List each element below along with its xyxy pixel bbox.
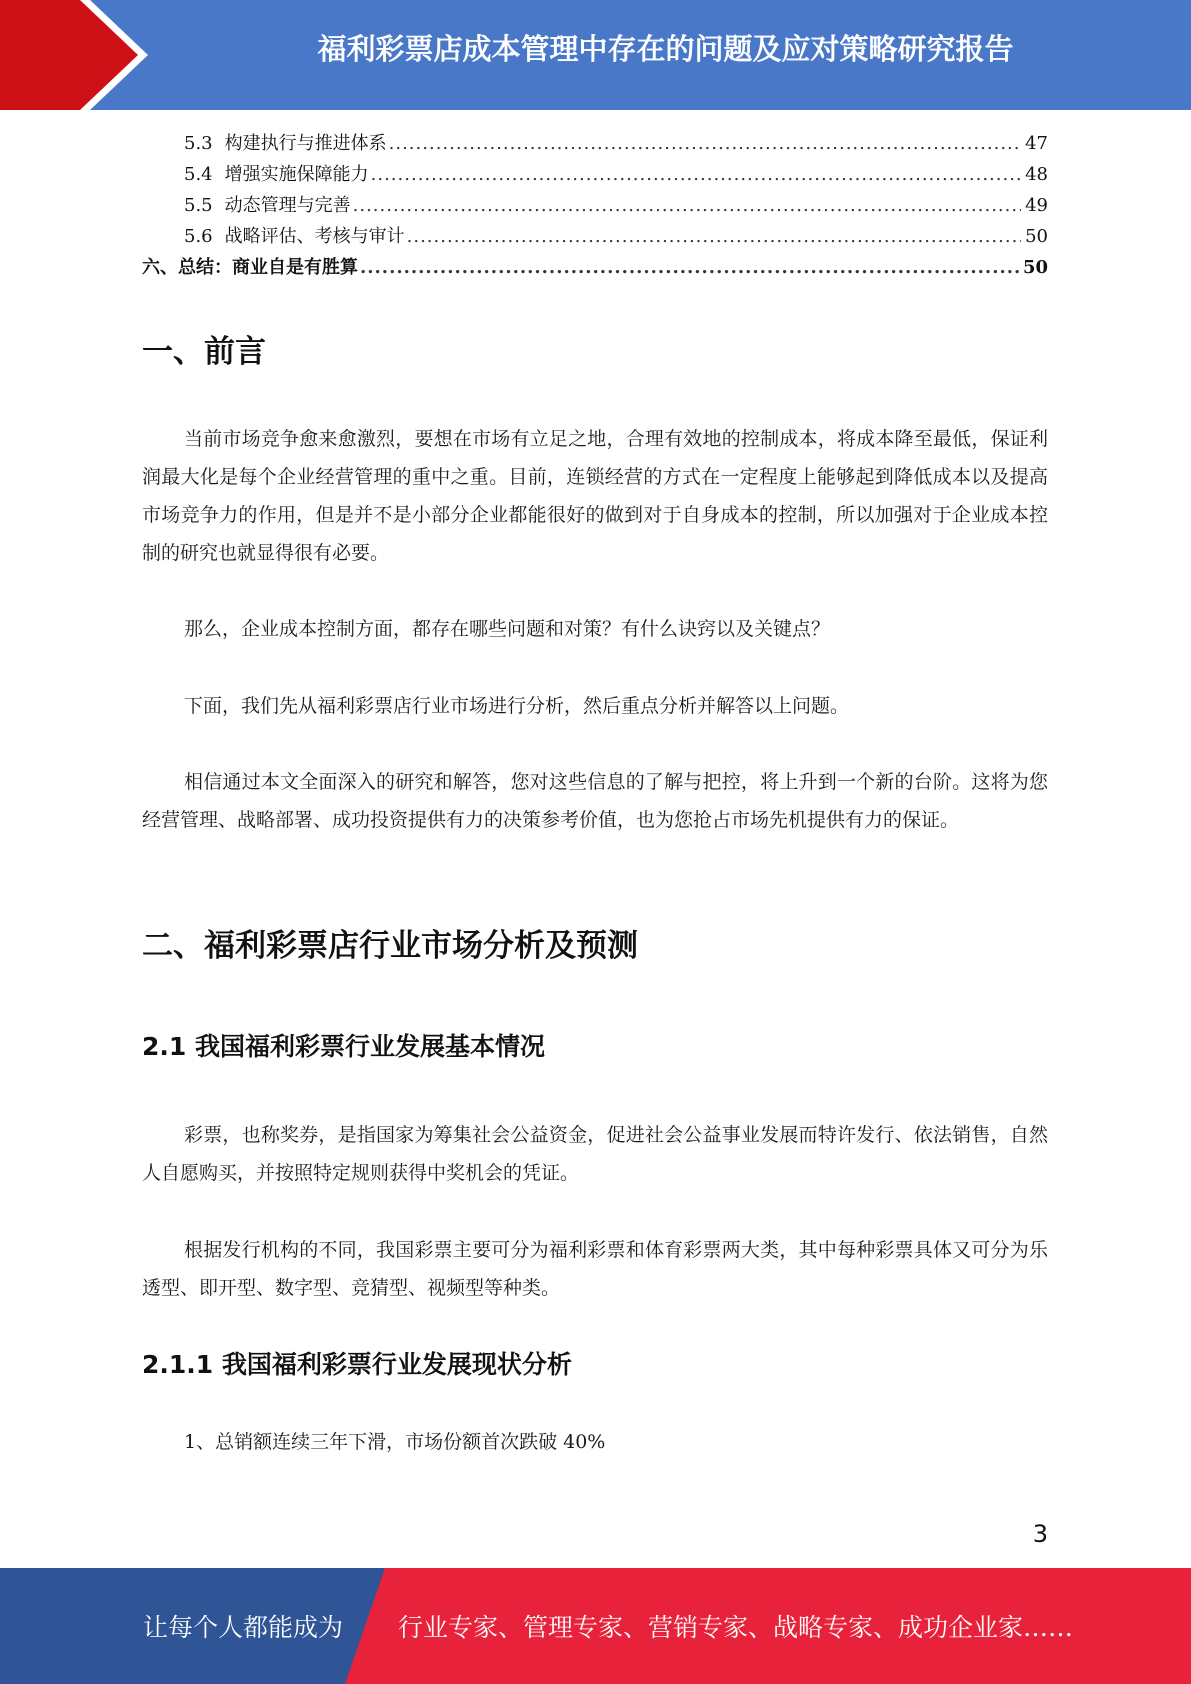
toc-entry-number: 5.3	[184, 133, 213, 154]
toc-entry-label: 构建执行与推进体系	[224, 133, 387, 154]
toc-entry-label: 战略评估、考核与审计	[224, 226, 405, 247]
paragraph: 1、总销额连续三年下滑，市场份额首次跌破 40%	[184, 1431, 606, 1453]
toc-entry-label: 六、总结：商业自是有胜算	[142, 257, 358, 278]
toc-entry-page: 50	[1025, 226, 1048, 247]
page-footer	[0, 1568, 1191, 1684]
toc-leader-dots	[371, 159, 1021, 190]
toc-leader-dots	[389, 128, 1021, 159]
toc-leader-dots	[407, 221, 1021, 252]
toc-entry[interactable]	[142, 159, 1048, 190]
section-heading-market-analysis: 二、福利彩票店行业市场分析及预测	[142, 928, 638, 964]
toc-entry-number: 5.5	[184, 195, 213, 216]
page-number: 3	[1032, 1520, 1048, 1548]
subsection-heading: 2.1.1 我国福利彩票行业发展现状分析	[142, 1350, 572, 1379]
toc-leader-dots	[353, 190, 1021, 221]
document-title: 福利彩票店成本管理中存在的问题及应对策略研究报告	[317, 32, 1014, 66]
toc-entry[interactable]	[142, 190, 1048, 221]
table-of-contents	[142, 128, 1048, 283]
paragraph: 彩票，也称奖券，是指国家为筹集社会公益资金，促进社会公益事业发展而特许发行、依法销售，自然人自愿购买，并按照特定规则获得中奖机会的凭证。	[142, 1124, 1048, 1184]
paragraph: 相信通过本文全面深入的研究和解答，您对这些信息的了解与把控，将上升到一个新的台阶。这将为您经营管理、战略部署、成功投资提供有力的决策参考价值，也为您抢占市场先机提供有力的保证。	[142, 771, 1048, 831]
paragraph: 根据发行机构的不同，我国彩票主要可分为福利彩票和体育彩票两大类，其中每种彩票具体又可分为乐透型、即开型、数字型、竞猜型、视频型等种类。	[142, 1239, 1048, 1299]
toc-entry-label: 动态管理与完善	[224, 195, 351, 216]
paragraph: 下面，我们先从福利彩票店行业市场进行分析，然后重点分析并解答以上问题。	[184, 695, 850, 717]
paragraph: 那么，企业成本控制方面，都存在哪些问题和对策？有什么诀窍以及关键点？	[184, 618, 831, 640]
toc-entry[interactable]	[142, 128, 1048, 159]
paragraph: 当前市场竞争愈来愈激烈，要想在市场有立足之地，合理有效地的控制成本，将成本降至最低，保证利润最大化是每个企业经营管理的重中之重。目前，连锁经营的方式在一定程度上能够起到降低成本以及提高市场竞争力的作用，但是并不是小部分企业都能很好的做到对于自身成本的控制，所以加强对于企业成本控制的研究也就显得很有必要。	[142, 428, 1048, 564]
section-heading-preface: 一、前言	[142, 334, 266, 370]
toc-entry-number: 5.6	[184, 226, 213, 247]
toc-leader-dots	[360, 252, 1019, 283]
toc-entry-page: 48	[1025, 164, 1048, 185]
page-header	[0, 0, 1191, 110]
toc-entry-page: 49	[1025, 195, 1048, 216]
footer-slogan-left: 让每个人都能成为	[143, 1613, 344, 1642]
toc-entry[interactable]	[142, 221, 1048, 252]
footer-slogan-right: 行业专家、管理专家、营销专家、战略专家、成功企业家……	[398, 1613, 1074, 1642]
toc-entry-page: 50	[1022, 257, 1048, 278]
toc-entry[interactable]	[142, 252, 1048, 283]
toc-entry-page: 47	[1025, 133, 1048, 154]
toc-entry-number: 5.4	[184, 164, 213, 185]
header-arrow-decoration	[0, 0, 160, 110]
toc-entry-label: 增强实施保障能力	[224, 164, 369, 185]
subsection-heading: 2.1 我国福利彩票行业发展基本情况	[142, 1032, 545, 1061]
